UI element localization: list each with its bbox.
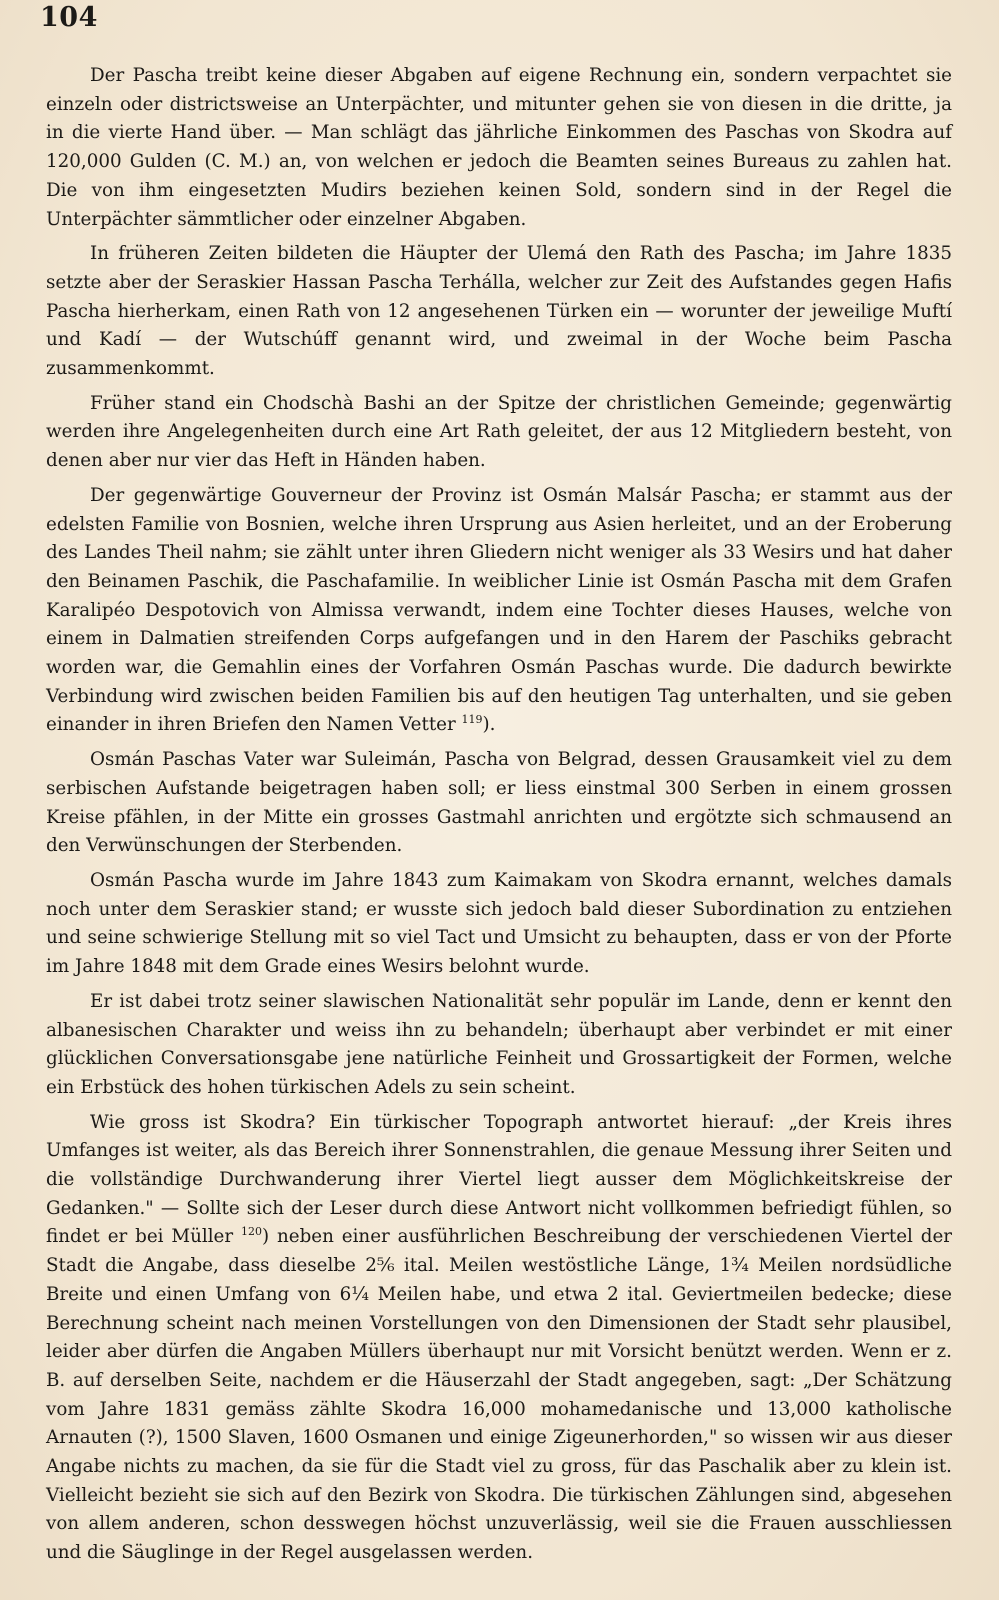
paragraph-8	[46, 1109, 952, 1568]
paragraph-1: Der Pascha treibt keine dieser Abgaben auf eigene Rechnung ein, sondern verpachtet sie einzeln oder districtsweise an Unterpächter, und mitunter gehen sie von diesen in die dritte, ja in die vierte Hand über. — Man schlägt das jährliche Einkommen des Paschas von Skodra auf 120,000 Gulden (C. M.) an, von welchen er jedoch die Beamten seines Bureaus zu zahlen hat. Die von ihm eingesetzten Mudirs beziehen keinen Sold, sondern sind in der Regel die Unterpächter sämmtlicher oder einzelner Abgaben.	[46, 65, 952, 230]
footnote-ref-120[interactable]: 120	[240, 1225, 262, 1239]
paragraph-8-text: Wie gross ist Skodra? Ein türkischer Topograph antwortet hierauf: „der Kreis ihres Umfanges ist weiter, als das Bereich ihrer Sonnenstrahlen, die genaue Messung ihrer Seiten und die vollständige Durchwanderung ihrer Viertel liegt ausser dem Möglichkeitskreise der Gedanken." — Sollte sich der Leser durch diese Antwort nicht vollkommen befriedigt fühlen, so findet er bei Müller	[46, 1111, 952, 1248]
paragraph-6: Osmán Pascha wurde im Jahre 1843 zum Kaimakam von Skodra ernannt, welches damals noch unter dem Seraskier stand; er wusste sich jedoch bald dieser Subordination zu entziehen und seine schwierige Stellung mit so viel Tact und Umsicht zu behaupten, dass er von der Pforte im Jahre 1848 mit dem Grade eines Wesirs belohnt wurde.	[46, 869, 952, 978]
footnote-ref-120-close: )	[261, 1226, 270, 1248]
page-number: 104	[40, 2, 98, 33]
body-text	[46, 62, 952, 1574]
paragraph-3: Früher stand ein Chodschà Bashi an der Spitze der christlichen Gemeinde; gegenwärtig werden ihre Angelegenheiten durch eine Art Rath geleitet, der aus 12 Mitgliedern besteht, von denen aber nur vier das Heft in Händen haben.	[46, 392, 952, 472]
paragraph-2: In früheren Zeiten bildeten die Häupter der Ulemá den Rath des Pascha; im Jahre 1835 setzte aber der Seraskier Hassan Pascha Terhálla, welcher zur Zeit des Aufstandes gegen Hafis Pascha hierherkam, einen Rath von 12 angesehenen Türken ein — worunter der jeweilige Muftí und Kadí — der Wutschúff genannt wird, und zweimal in der Woche beim Pascha zusammenkommt.	[46, 243, 952, 380]
paragraph-4-text: Der gegenwärtige Gouverneur der Provinz ist Osmán Malsár Pascha; er stammt aus der edelsten Familie von Bosnien, welche ihren Ursprung aus Asien herleitet, und an der Eroberung des Landes Theil nahm; sie zählt unter ihren Gliedern nicht weniger als 33 Wesirs und hat daher den Beinamen Paschik, die Paschafamilie. In weiblicher Linie ist Osmán Pascha mit dem Grafen Karalipéo Despotovich von Almissa verwandt, indem eine Tochter dieses Hauses, welche von einem in Dalmatien streifenden Corps aufgefangen und in den Harem der Paschiks gebracht worden war, die Gemahlin eines der Vorfahren Osmán Paschas wurde. Die dadurch bewirkte Verbindung wird zwischen beiden Familien bis auf den heutigen Tag unterhalten, und sie geben einander in ihren Briefen den Namen Vetter	[46, 484, 952, 736]
paragraph-5: Osmán Paschas Vater war Suleimán, Pascha von Belgrad, dessen Grausamkeit viel zu dem serbischen Aufstande beigetragen haben soll; er liess einstmal 300 Serben in einem grossen Kreise pfählen, in der Mitte ein grosses Gastmahl anrichten und ergötzte sich schmausend an den Verwünschungen der Sterbenden.	[46, 749, 952, 857]
paragraph-7: Er ist dabei trotz seiner slawischen Nationalität sehr populär im Lande, denn er kennt den albanesischen Charakter und weiss ihn zu behandeln; überhaupt aber verbindet er mit einer glücklichen Conversationsgabe jene natürliche Feinheit und Grossartigkeit der Formen, welche ein Erbstück des hohen türkischen Adels zu sein scheint.	[46, 990, 952, 1098]
paragraph-8-continuation: neben einer ausführlichen Beschreibung der verschiedenen Viertel der Stadt die Angabe, dass dieselbe 2⁵⁄₆ ital. Meilen westöstliche Länge, 1¾ Meilen nordsüdliche Breite und einen Umfang von 6¼ Meilen habe, und etwa 2 ital. Geviertmeilen bedecke; diese Berechnung scheint nach meinen Vorstellungen von den Dimensionen der Stadt sehr plausibel, leider aber dürfen die Angaben Müllers überhaupt nur mit Vorsicht benützt werden. Wenn er z. B. auf derselben Seite, nachdem er die Häuserzahl der Stadt angegeben, sagt: „Der Schätzung vom Jahre 1831 gemäss zählte Skodra 16,000 mohamedanische und 13,000 katholische Arnauten (?), 1500 Slaven, 1600 Osmanen und einige Zigeunerhorden," so wissen wir aus dieser Angabe nichts zu machen, da sie für die Stadt viel zu gross, für das Paschalik aber zu klein ist. Vielleicht bezieht sie sich auf den Bezirk von Skodra. Die türkischen Zählungen sind, abgesehen von allem anderen, schon desswegen höchst unzuverlässig, weil sie die Frauen ausschliessen und die Säuglinge in der Regel ausgelassen werden.	[46, 1226, 953, 1564]
footnote-ref-119[interactable]: 119	[461, 713, 483, 727]
footnote-ref-119-close: ).	[482, 714, 496, 736]
paragraph-4	[46, 482, 952, 740]
